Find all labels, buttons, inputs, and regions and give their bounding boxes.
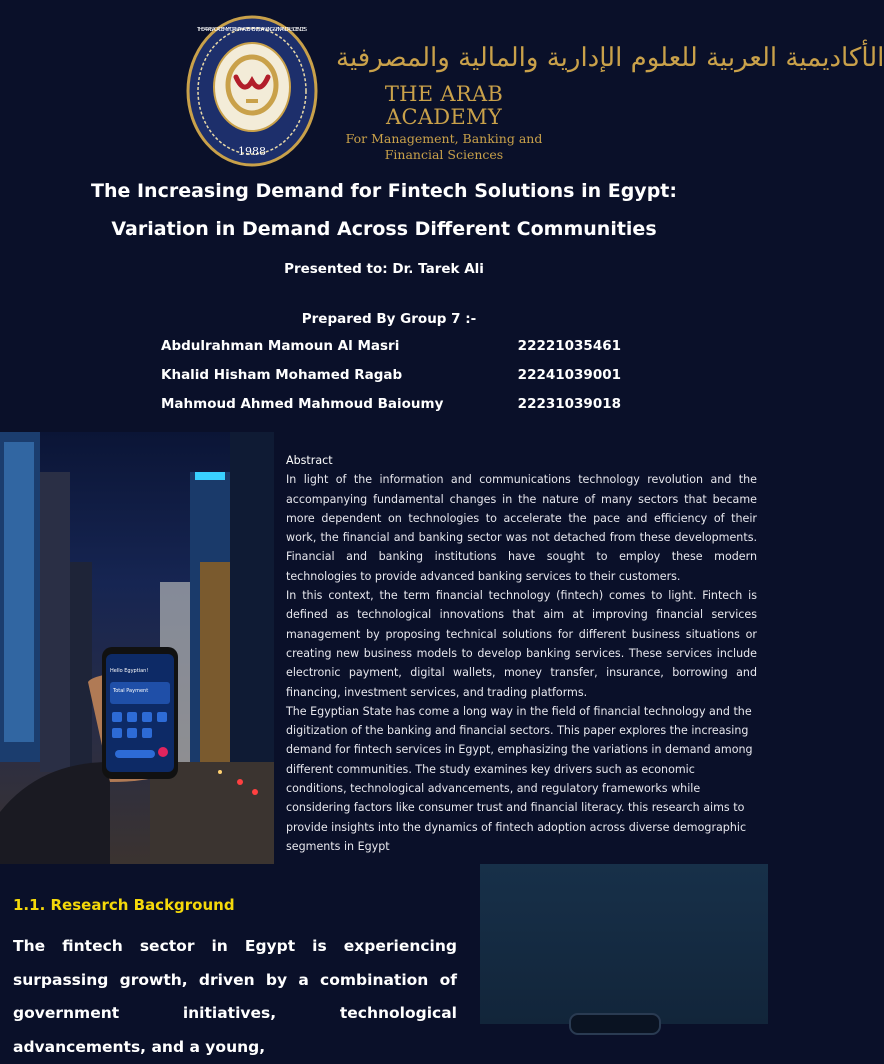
title-line-2: Variation in Demand Across Different Communities: [111, 218, 657, 240]
research-background-text: The fintech sector in Egypt is experiencing surpassing growth, driven by a combination of government initiatives, technological advancements, and a young,: [13, 937, 457, 1056]
seal-year: 1988: [238, 145, 266, 158]
member-id: 22221035461: [517, 338, 621, 354]
institution-name-arabic: الأكاديمية العربية للعلوم الإدارية والمالية والمصرفية: [336, 43, 884, 73]
member-row: [161, 396, 621, 425]
academy-seal-icon: [186, 15, 319, 167]
institution-name-line3: Financial Sciences: [384, 146, 504, 162]
institution-name-english: [336, 83, 552, 162]
member-list: [161, 338, 621, 425]
research-background-heading: 1.1. Research Background: [13, 896, 235, 914]
decorative-image: [480, 864, 768, 1024]
prepared-by: Prepared By Group 7 :-: [301, 311, 477, 327]
abstract-heading: Abstract: [286, 454, 333, 467]
abstract-section: [286, 451, 757, 856]
abstract-paragraph-1: In light of the information and communications technology revolution and the accompanying fundamental changes in the nature of many sectors that became more dependent on technologies to accelerate the pace and efficiency of their work, the financial and banking sector was not detached from these developments. Financial and banking institutions have sought to employ these modern technologies to provide advanced banking services to their customers.: [286, 473, 757, 583]
document-title: [0, 172, 768, 248]
seal-ring-text: THE ARAB ACADEMY FOR MANAGEMENT, BANKING & FINANCIAL SCIENCES: [196, 27, 307, 33]
member-row: [161, 338, 621, 367]
presented-to: Presented to: Dr. Tarek Ali: [284, 261, 484, 277]
abstract-paragraph-3: The Egyptian State has come a long way in the field of financial technology and the digitization of the banking and financial sectors. This paper explores the increasing demand for fintech services in Egypt, emphasizing the variations in demand among different communities. The study examines key drivers such as economic conditions, technological advancements, and regulatory frameworks while considering factors like consumer trust and financial literacy. this research aims to provide insights into the dynamics of fintech adoption across diverse demographic segments in Egypt: [286, 704, 753, 853]
academy-logo: [186, 15, 884, 170]
city-phone-image: [0, 432, 274, 864]
institution-name-line2: For Management, Banking and: [345, 131, 543, 147]
phone-card-label: Total Payment: [113, 688, 149, 694]
title-line-1: The Increasing Demand for Fintech Solutions in Egypt:: [91, 180, 677, 202]
member-name: Khalid Hisham Mohamed Ragab: [161, 367, 403, 383]
member-id: 22241039001: [517, 367, 621, 383]
city-skyline-illustration: [0, 432, 274, 864]
member-row: [161, 367, 621, 396]
phone-greeting: Hello Egyptian!: [110, 668, 149, 674]
member-id: 22231039018: [517, 396, 621, 412]
phone-silhouette-illustration: [480, 864, 768, 1024]
institution-name-line1: THE ARAB ACADEMY: [384, 82, 504, 130]
abstract-paragraph-2: In this context, the term financial technology (fintech) comes to light. Fintech is defined as technological innovations that aim at improving financial services management by proposing technical solutions for different business situations or creating new business models to develop banking services. These services include electronic payment, digital wallets, money transfer, insurance, borrowing and financing, investment services, and trading platforms.: [286, 589, 757, 699]
member-name: Abdulrahman Mamoun Al Masri: [161, 338, 400, 354]
member-name: Mahmoud Ahmed Mahmoud Baioumy: [161, 396, 444, 412]
